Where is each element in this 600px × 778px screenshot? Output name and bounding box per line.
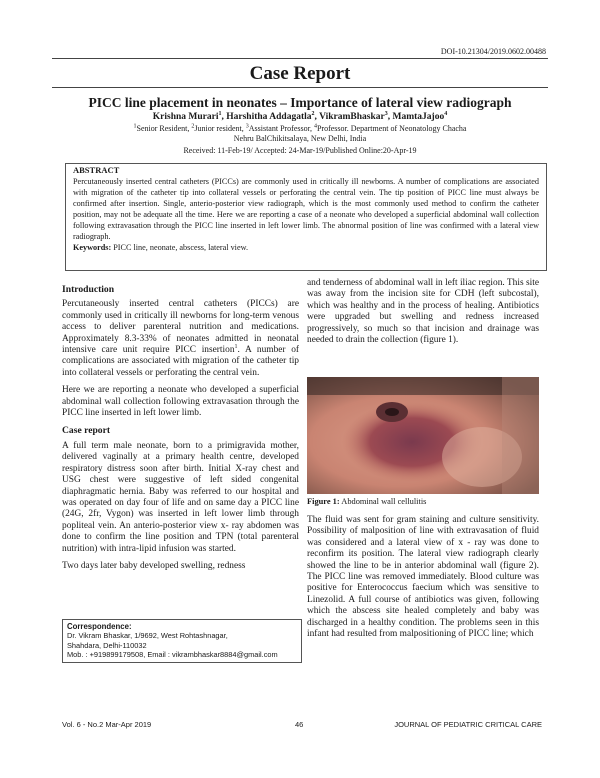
case-paragraph-4: The fluid was sent for gram staining and culture sensitivity. Possibility of malposition of line with extravasation of fluid was considered and a lateral view of x - ray was done to reconfirm its position. The lateral view radiograph clearly showed the line to be in anterior abdominal wall (figure 2). The PICC line was removed immediately. Blood culture was positive for Enterococcus faecium which was sensitive to Linezolid. A full course of antibiotics was given, following which the abscess site healed completely and baby was discharged in a healthy condition. The problems seen in this infant had resulted from malpositioning of PICC line; which: [307, 515, 539, 640]
top-rule: [52, 58, 548, 59]
right-column-top: [307, 278, 539, 352]
received-dates: Received: 11-Feb-19/ Accepted: 24-Mar-19/Published Online:20-Apr-19: [183, 146, 417, 155]
case-paragraph-3: and tenderness of abdominal wall in left iliac region. This site was away from the incision site for CDH (left subcostal), which was healthy and in the process of healing. Antibiotics were upgraded but swelling and redness increased progressively, so much so that incision and drainage was needed to drain the collection (figure 1).: [307, 278, 539, 346]
affiliation-line-1: $^1$Senior Resident, $^2$Junior resident, $^3$Assistant Professor, $^4$Professor. Department of Neonatology Chacha: [133, 123, 467, 133]
abstract-heading: ABSTRACT: [73, 165, 120, 175]
correspondence-address-1: Dr. Vikram Bhaskar, 1/9692, West Rohtashnagar,: [67, 631, 228, 641]
abstract-text: Percutaneously inserted central catheters (PICCs) are commonly used in critically ill newborns. A number of complications are associated with migration of the catheter tip into collateral vessels or perforating the central vein. The tip position of PICC line must always be confirmed after insertion. Single, anterio-posterior view radiograph, which is the most commonly used method to confirm the catheter position, may not be adequate all the time. Here we are reporting a case of a neonate who developed a superficial abdominal wall collection following extravasation through the PICC line inserted in left lower limb. The abnormal position of line was confirmed with a lateral view radiograph.: [73, 177, 539, 241]
footer-volume: Vol. 6 - No.2 Mar-Apr 2019: [62, 720, 152, 729]
case-paragraph-2: Two days later baby developed swelling, redness: [62, 560, 246, 571]
left-column: [62, 284, 299, 578]
correspondence-heading: Correspondence:: [67, 622, 132, 631]
case-paragraph-1: A full term male neonate, born to a primigravida mother, delivered vaginally at a primary health centre, developed respiratory distress soon after birth. Initial X-ray chest and USG chest were suggestive of left sided congenital diaphragmatic hernia. Baby was referred to our hospital and was operated on day four of life and on same day a PICC line (24G, 2fr, Vygon) was inserted in left lower limb through popliteal vein. An anterio-posterior view x- ray abdomen was done to confirm the line position and TPN (total parenteral nutrition) with intra-lipid infusion was started.: [62, 440, 299, 554]
doi: DOI-10.21304/2019.0602.00488: [440, 47, 546, 56]
abdominal-wall-photo: [307, 377, 539, 494]
keywords: Keywords: PICC line, neonate, abscess, lateral view.: [73, 243, 248, 252]
abstract-box: [65, 163, 547, 271]
intro-heading: Introduction: [62, 284, 115, 295]
header-rule: [52, 87, 548, 88]
correspondence-box: [62, 619, 302, 663]
correspondence-contact: Mob. : +919899179508, Email : vikrambhaskar8884@gmail.com: [67, 650, 278, 660]
article-title: PICC line placement in neonates – Importance of lateral view radiograph: [88, 95, 512, 110]
article-type: Case Report: [249, 63, 351, 84]
footer-page-number: 46: [295, 720, 304, 729]
intro-paragraph-1: Percutaneously inserted central catheters (PICCs) are commonly used in critically ill newborns for long-term venous access to deliver parenteral nutrition and medications. Approximately 8.3-33% of neonates admitted in neonatal intensive care unit require PICC insertion$^1$. A number of complications are associated with migration of the catheter tip into collateral vessels or perforating the central vein.: [62, 299, 300, 378]
footer-journal: JOURNAL OF PEDIATRIC CRITICAL CARE: [394, 720, 542, 729]
affiliation-line-2: Nehru BalChikitsalaya, New Delhi, India: [233, 134, 367, 143]
right-column-bottom: [307, 515, 539, 646]
figure-1-photo: [307, 377, 539, 494]
figure-1-caption: Figure 1: Abdominal wall cellulitis: [307, 497, 427, 506]
correspondence-address-2: Shahdara, Delhi-110032: [67, 640, 147, 650]
intro-paragraph-2: Here we are reporting a neonate who developed a superficial abdominal wall collection following extravasation through the PICC line inserted in left lower limb.: [62, 385, 299, 419]
author-list: Krishna Murari$^1$, Harshitha Addagatla$^2$, VikramBhaskar$^3$, MamtaJajoo$^4$: [152, 110, 448, 122]
case-heading: Case report: [62, 425, 111, 437]
